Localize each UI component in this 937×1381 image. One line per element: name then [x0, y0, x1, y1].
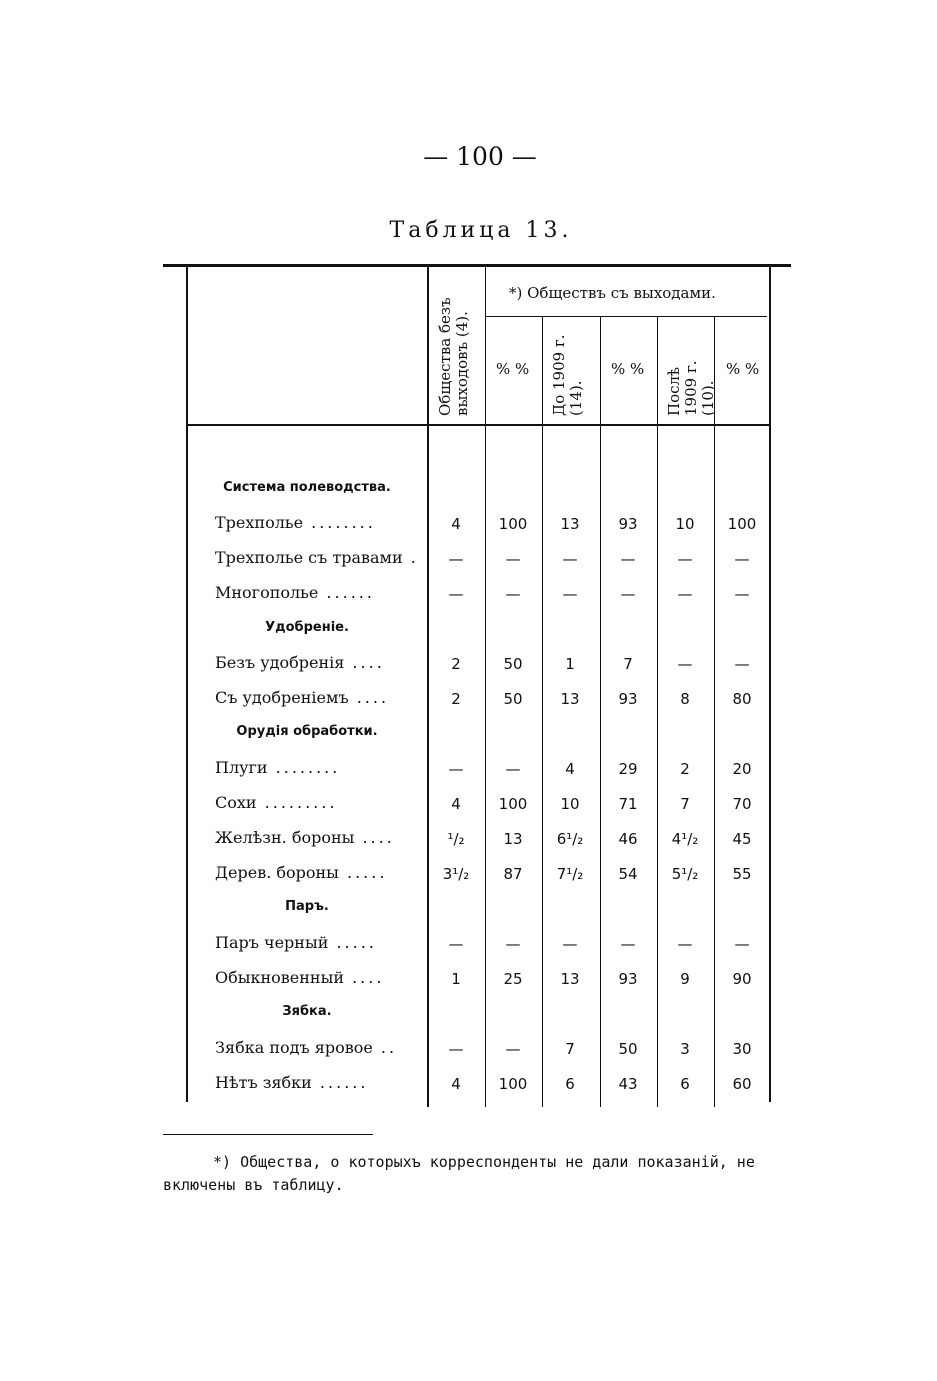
cell: 7¹/₂ [556, 865, 584, 883]
row-label: Нѣтъ зябки ...... [215, 1073, 369, 1092]
footnote-rule [163, 1134, 373, 1135]
cell: 55 [732, 865, 752, 883]
cell: — [505, 550, 521, 568]
cell: — [448, 585, 464, 603]
cell: — [505, 760, 521, 778]
section-heading: Удобреніе. [265, 620, 349, 635]
left-border [186, 267, 188, 1102]
cell: — [505, 935, 521, 953]
row-label: Плуги ........ [215, 758, 341, 777]
row-label: Желѣзн. бороны .... [215, 828, 395, 847]
cell: — [562, 935, 578, 953]
cell: 4 [451, 515, 461, 533]
cell: 30 [732, 1040, 752, 1058]
cell: — [620, 935, 636, 953]
table-caption: Таблица 13. [389, 218, 573, 243]
section-heading: Система полеводства. [223, 480, 391, 495]
cell: 54 [618, 865, 638, 883]
cell: 6¹/₂ [556, 830, 584, 848]
cell: 6 [565, 1075, 575, 1093]
header-pct-2: % % [611, 360, 645, 378]
cell: 93 [618, 970, 638, 988]
cell: 4 [565, 760, 575, 778]
cell: 2 [451, 690, 461, 708]
cell: 100 [498, 1075, 528, 1093]
cell: 4 [451, 1075, 461, 1093]
section-heading: Орудія обработки. [236, 724, 378, 739]
cell: 13 [560, 515, 580, 533]
col-divider-4 [600, 316, 601, 1107]
cell: 6 [680, 1075, 690, 1093]
cell: — [734, 585, 750, 603]
footnote: *) Общества, о которыхъ корреспонденты не дали показаній, не включены въ таблицу. [163, 1153, 755, 1194]
cell: — [505, 585, 521, 603]
section-heading: Паръ. [285, 899, 329, 914]
row-label: Дерев. бороны ..... [215, 863, 388, 882]
cell: 50 [503, 690, 523, 708]
cell: — [448, 1040, 464, 1058]
cell: 2 [451, 655, 461, 673]
row-label: Сохи ......... [215, 793, 338, 812]
header-bottom-rule [187, 424, 769, 426]
cell: — [562, 550, 578, 568]
cell: — [448, 550, 464, 568]
row-label: Зябка подъ яровое .. [215, 1038, 398, 1057]
cell: 60 [732, 1075, 752, 1093]
row-label: Трехполье ........ [215, 513, 376, 532]
cell: — [677, 655, 693, 673]
cell: — [677, 550, 693, 568]
cell: 10 [675, 515, 695, 533]
cell: 4¹/₂ [671, 830, 699, 848]
cell: 71 [618, 795, 638, 813]
cell: 10 [560, 795, 580, 813]
cell: 13 [560, 690, 580, 708]
cell: — [734, 550, 750, 568]
cell: 7 [623, 655, 633, 673]
cell: 1 [565, 655, 575, 673]
cell: 87 [503, 865, 523, 883]
group-header: *) Обществъ съ выходами. [509, 284, 716, 302]
cell: 50 [503, 655, 523, 673]
cell: 100 [727, 515, 757, 533]
cell: 90 [732, 970, 752, 988]
section-heading: Зябка. [282, 1004, 332, 1019]
col-divider-3 [542, 316, 543, 1107]
cell: — [562, 585, 578, 603]
page-number: — 100 — [423, 142, 537, 171]
row-label: Паръ черный ..... [215, 933, 377, 952]
cell: ¹/₂ [447, 830, 465, 848]
col-divider-5 [657, 316, 658, 1107]
header-pct-1: % % [496, 360, 530, 378]
cell: 25 [503, 970, 523, 988]
cell: 5¹/₂ [671, 865, 699, 883]
data-table [163, 264, 791, 1110]
cell: — [448, 760, 464, 778]
row-label: Безъ удобренія .... [215, 653, 385, 672]
cell: 4 [451, 795, 461, 813]
cell: 3 [680, 1040, 690, 1058]
header-before-1909: До 1909 г. (14). [550, 334, 585, 416]
cell: — [505, 1040, 521, 1058]
cell: 13 [503, 830, 523, 848]
header-after-1909: Послѣ 1909 г. (10). [665, 360, 717, 416]
cell: 9 [680, 970, 690, 988]
cell: — [448, 935, 464, 953]
cell: 70 [732, 795, 752, 813]
cell: — [677, 935, 693, 953]
cell: 43 [618, 1075, 638, 1093]
cell: 100 [498, 795, 528, 813]
row-label: Съ удобреніемъ .... [215, 688, 390, 707]
cell: 20 [732, 760, 752, 778]
header-no-exits: Общества безъ выходовъ (4). [436, 297, 471, 416]
table-top-rule [163, 264, 791, 267]
cell: — [620, 550, 636, 568]
cell: 93 [618, 690, 638, 708]
cell: — [734, 655, 750, 673]
col-divider-6 [714, 316, 715, 1107]
cell: 45 [732, 830, 752, 848]
cell: 3¹/₂ [442, 865, 470, 883]
cell: 100 [498, 515, 528, 533]
row-label: Многополье ...... [215, 583, 375, 602]
cell: 46 [618, 830, 638, 848]
cell: — [677, 585, 693, 603]
row-label: Трехполье съ травами . [215, 548, 419, 567]
row-label: Обыкновенный .... [215, 968, 385, 987]
cell: 80 [732, 690, 752, 708]
header-pct-3: % % [726, 360, 760, 378]
group-underline [485, 316, 767, 317]
cell: 29 [618, 760, 638, 778]
cell: — [620, 585, 636, 603]
cell: 93 [618, 515, 638, 533]
cell: 7 [565, 1040, 575, 1058]
cell: 1 [451, 970, 461, 988]
cell: 13 [560, 970, 580, 988]
cell: 8 [680, 690, 690, 708]
cell: — [734, 935, 750, 953]
cell: 7 [680, 795, 690, 813]
cell: 2 [680, 760, 690, 778]
cell: 50 [618, 1040, 638, 1058]
